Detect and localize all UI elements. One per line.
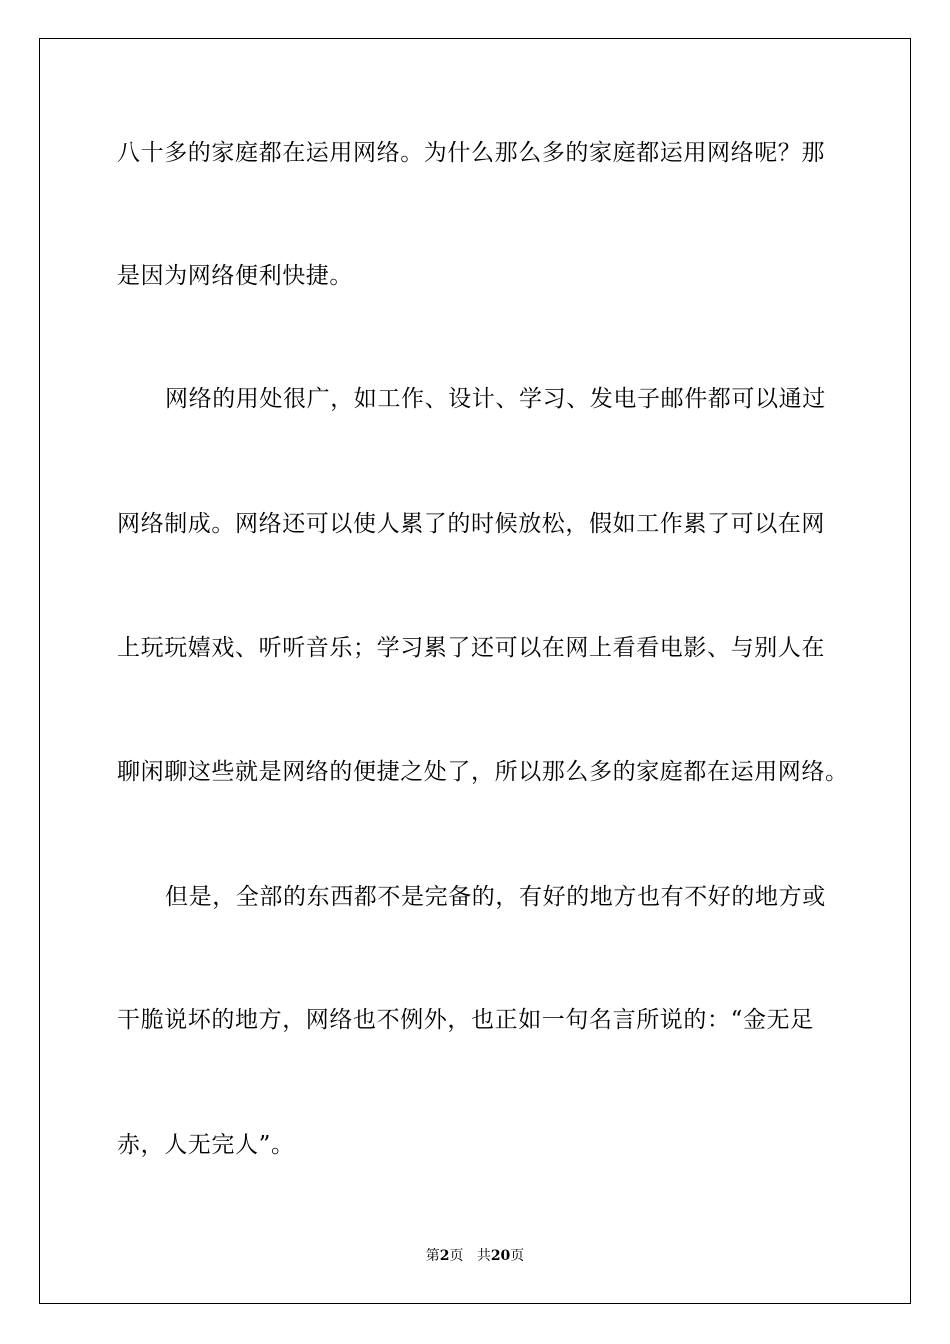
text-line-2: 是因为网络便利快捷。 [117, 263, 353, 289]
footer-total-suffix: 页 [510, 1248, 525, 1264]
page-frame [39, 38, 911, 1304]
paragraph-3-line-2: 干脆说坏的地方，网络也不例外，也正如一句名言所说的：“金无足 [117, 1007, 814, 1033]
footer-total-number: 20 [490, 1248, 511, 1264]
footer-page-suffix: 页 [449, 1248, 464, 1264]
paragraph-3-line-3: 赤，人无完人”。 [117, 1132, 295, 1158]
paragraph-2-line-1: 网络的用处很广，如工作、设计、学习、发电子邮件都可以通过 [165, 386, 826, 412]
footer-page-prefix: 第 [425, 1248, 440, 1264]
footer-total-prefix: 共 [476, 1248, 491, 1264]
paragraph-3-line-1: 但是，全部的东西都不是完备的，有好的地方也有不好的地方或 [165, 884, 826, 910]
text-line-1: 八十多的家庭都在运用网络。为什么那么多的家庭都运用网络呢？那 [117, 140, 825, 166]
footer-page-number: 2 [439, 1248, 450, 1264]
paragraph-2-line-4: 聊闲聊这些就是网络的便捷之处了，所以那么多的家庭都在运用网络。 [117, 759, 849, 785]
paragraph-2-line-3: 上玩玩嬉戏、听听音乐；学习累了还可以在网上看看电影、与别人在 [117, 635, 825, 661]
paragraph-2-line-2: 网络制成。网络还可以使人累了的时候放松，假如工作累了可以在网 [117, 511, 825, 537]
page-footer [0, 1247, 950, 1265]
